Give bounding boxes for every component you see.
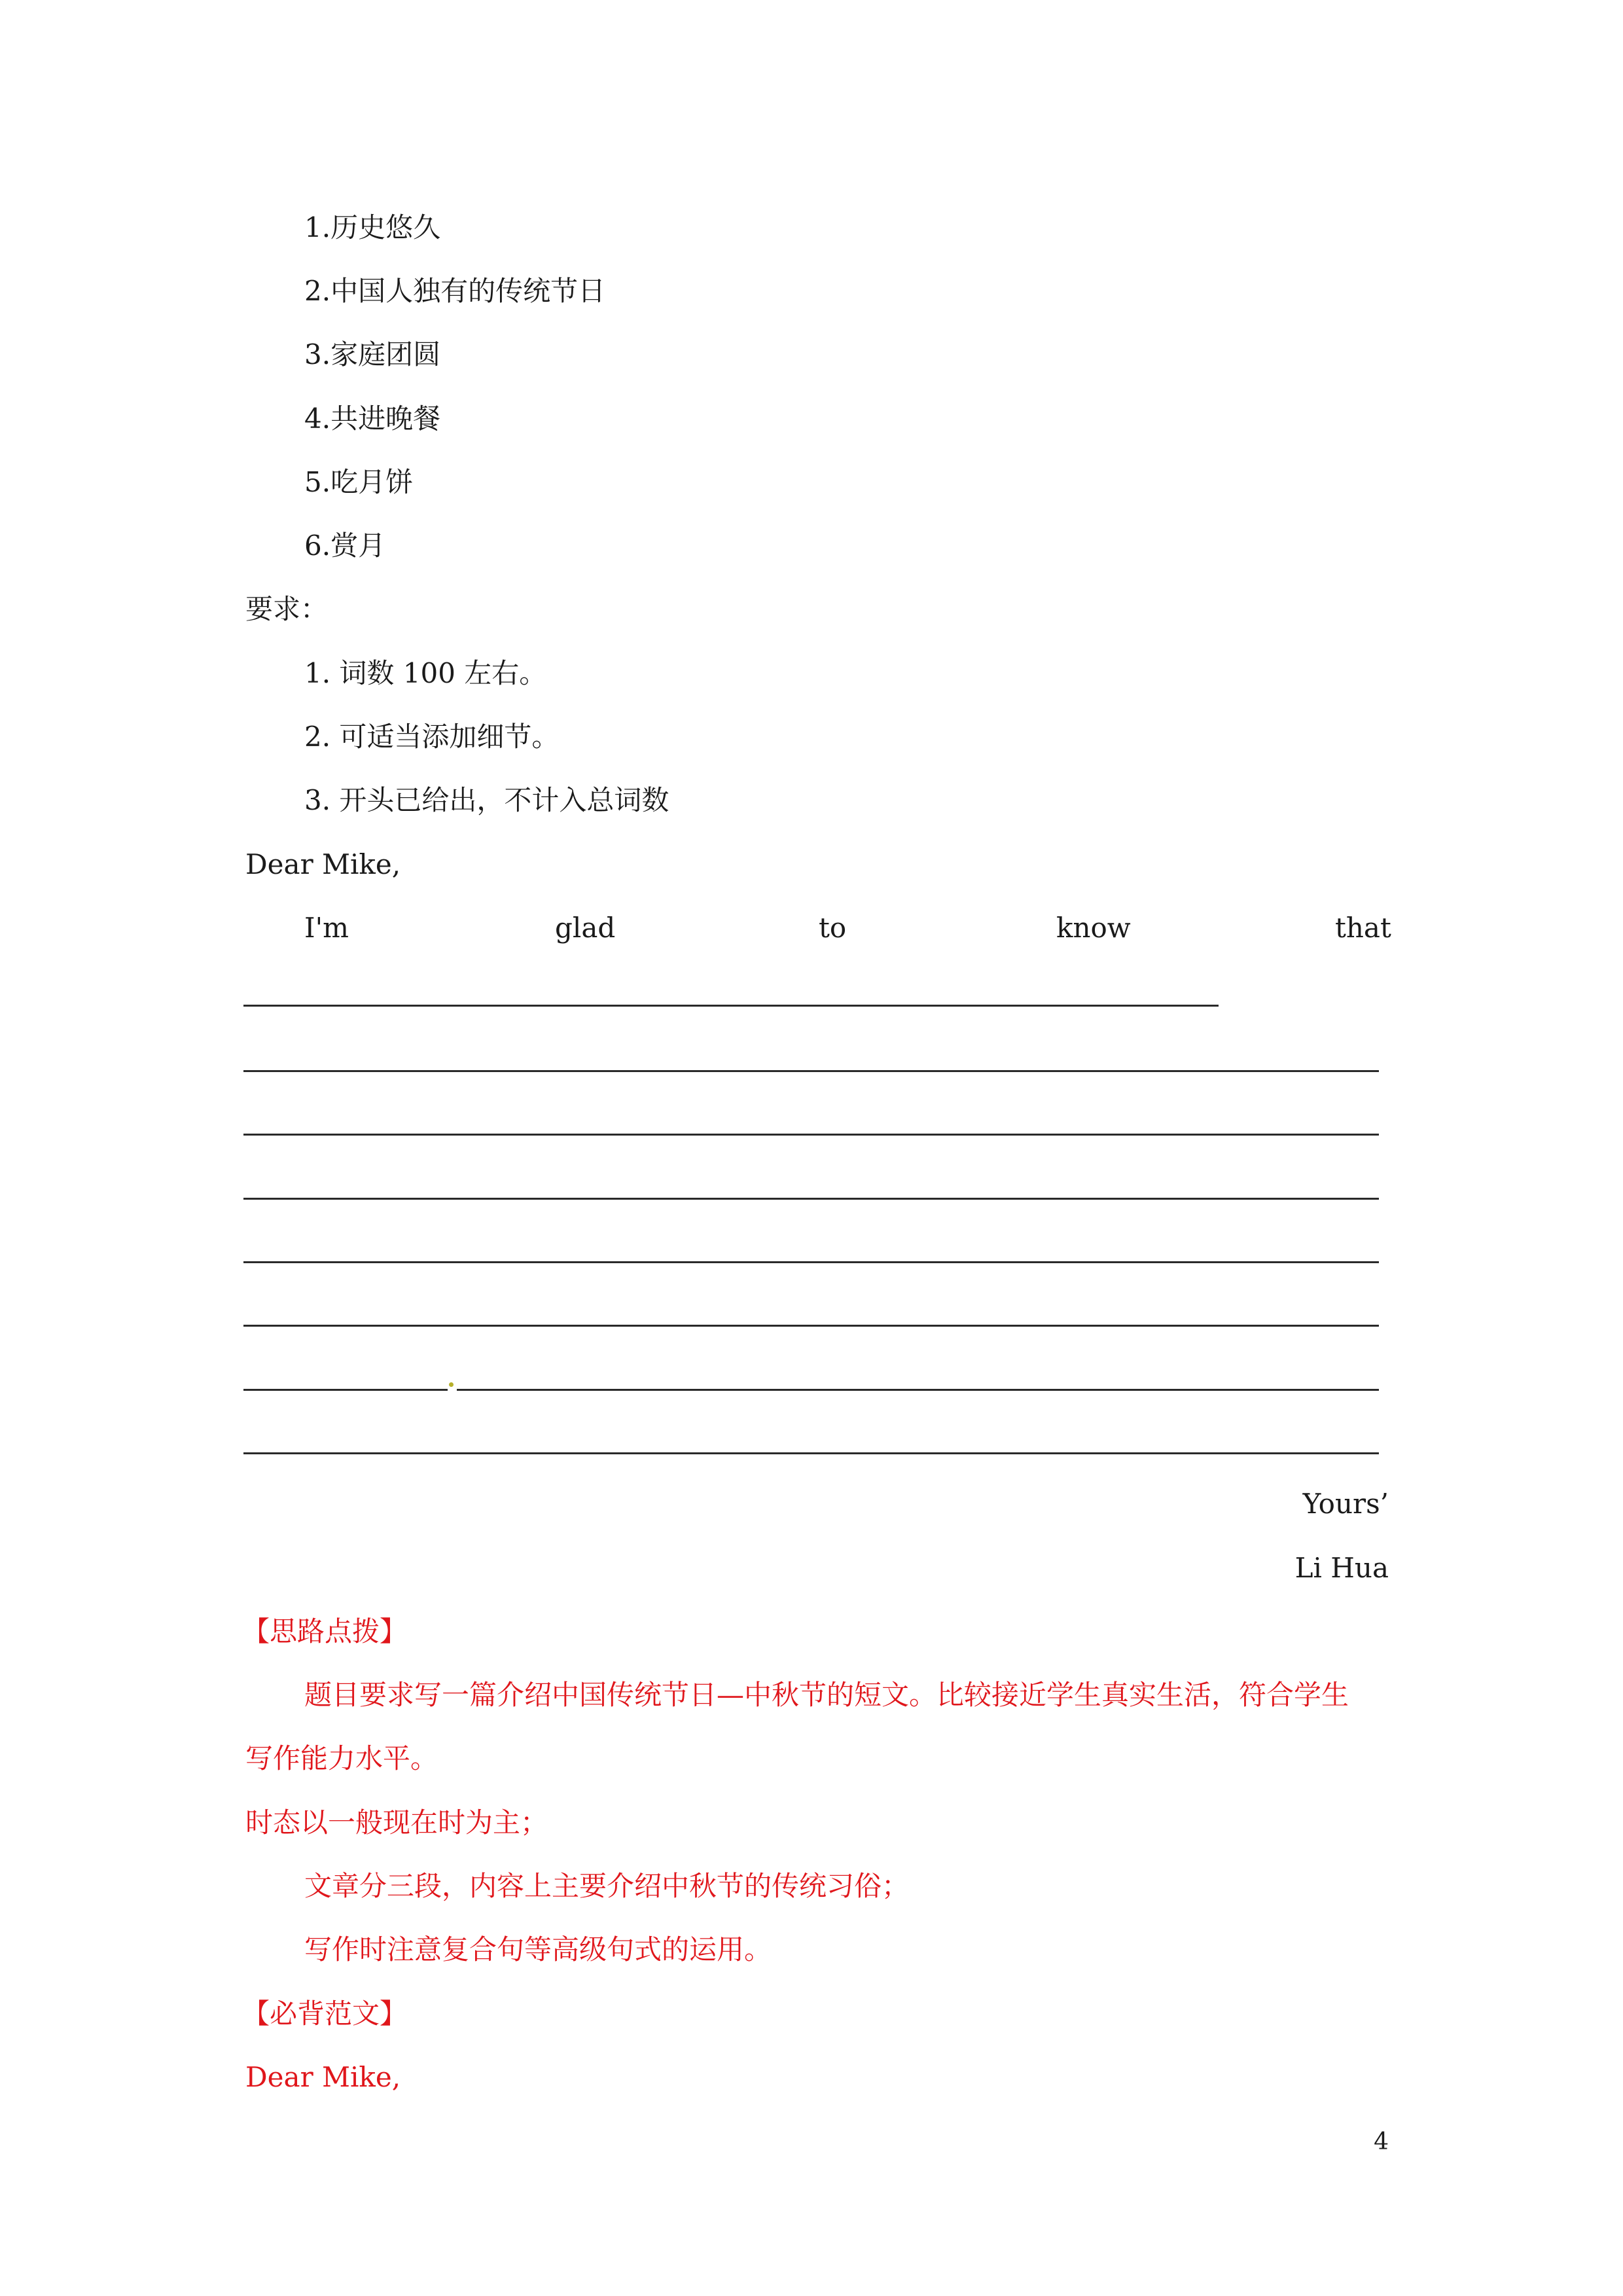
analysis-para1-line1: 题目要求写一篇介绍中国传统节日—中秋节的短文。比较接近学生真实生活，符合学生 xyxy=(304,1679,1349,1711)
prompt-item-6: 6.赏月 xyxy=(304,529,386,562)
writing-line-5 xyxy=(243,1261,1379,1263)
model-salutation: Dear Mike, xyxy=(245,2061,401,2093)
analysis-tense: 时态以一般现在时为主； xyxy=(245,1806,548,1839)
writing-line-6 xyxy=(243,1325,1379,1327)
requirement-item-2: 2. 可适当添加细节。 xyxy=(304,721,560,753)
letter-closing: Yours’ xyxy=(1302,1488,1389,1520)
prompt-item-1: 1.历史悠久 xyxy=(304,211,441,243)
opening-word-to: to xyxy=(819,912,847,944)
writing-line-1 xyxy=(243,1005,1219,1007)
analysis-heading: 【思路点拨】 xyxy=(242,1615,408,1647)
analysis-para1-line2: 写作能力水平。 xyxy=(245,1742,438,1774)
opening-word-know: know xyxy=(1056,912,1131,944)
requirements-heading: 要求： xyxy=(245,593,329,625)
writing-line-8 xyxy=(243,1452,1379,1454)
writing-line-3 xyxy=(243,1134,1379,1136)
analysis-structure: 文章分三段，内容上主要介绍中秋节的传统习俗； xyxy=(304,1870,910,1902)
opening-word-im: I'm xyxy=(304,912,349,944)
prompt-item-2: 2.中国人独有的传统节日 xyxy=(304,275,606,307)
opening-word-that: that xyxy=(1335,912,1391,944)
prompt-item-5: 5.吃月饼 xyxy=(304,466,414,498)
writing-line-2 xyxy=(243,1070,1379,1072)
model-heading: 【必背范文】 xyxy=(242,1998,408,2030)
prompt-item-4: 4.共进晚餐 xyxy=(304,403,441,435)
stray-dot-mark xyxy=(449,1382,454,1387)
prompt-item-3: 3.家庭团圆 xyxy=(304,338,441,370)
writing-line-4 xyxy=(243,1198,1379,1200)
opening-word-glad: glad xyxy=(555,912,616,944)
letter-salutation: Dear Mike, xyxy=(245,848,401,880)
writing-line-7b xyxy=(457,1389,1379,1391)
requirement-item-1: 1. 词数 100 左右。 xyxy=(304,657,547,689)
page-number: 4 xyxy=(1374,2128,1389,2155)
writing-line-7a xyxy=(243,1389,448,1391)
letter-signature: Li Hua xyxy=(1294,1552,1389,1584)
requirement-item-3: 3. 开头已给出，不计入总词数 xyxy=(304,784,669,816)
analysis-sentences: 写作时注意复合句等高级句式的运用。 xyxy=(304,1933,772,1965)
